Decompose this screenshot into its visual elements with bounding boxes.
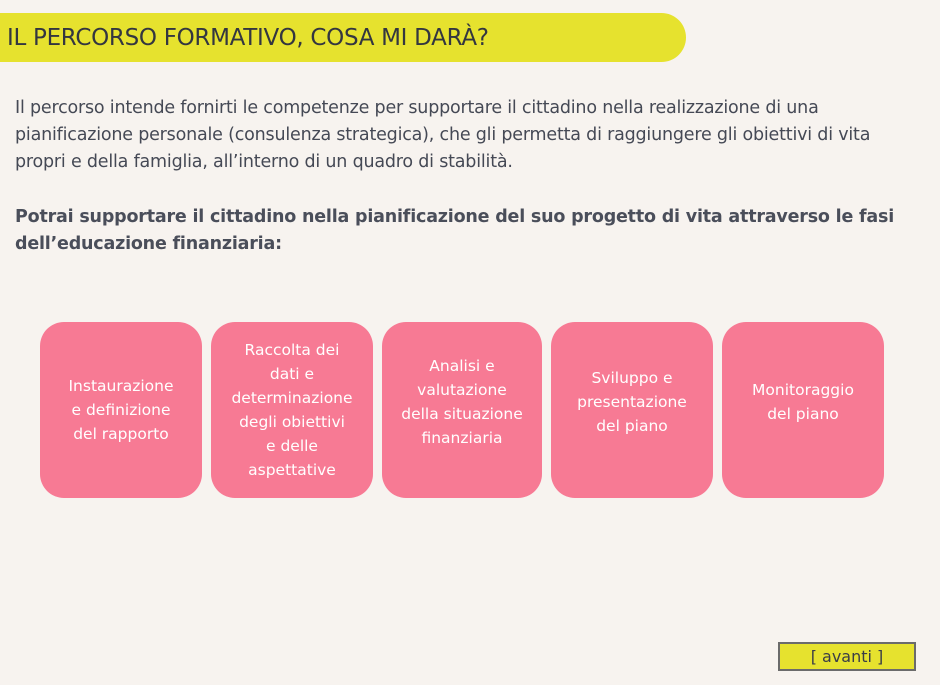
phase-card-5 (722, 322, 884, 498)
page-title: IL PERCORSO FORMATIVO, COSA MI DARÀ? (7, 24, 489, 51)
phase-card-3 (382, 322, 542, 498)
phase-card-2 (211, 322, 373, 498)
phase-card-4 (551, 322, 713, 498)
phase-label: Raccolta dei dati e determinazione degli obiettivi e delle aspettative (231, 341, 353, 479)
phase-card-1 (40, 322, 202, 498)
phases-list (40, 322, 884, 498)
intro-paragraph: Il percorso intende fornirti le competenze per supportare il cittadino nella realizzazione di una pianificazione personale (consulenza strategica), che gli permetta di raggiungere gli obiettivi di vita propri e della famiglia, all’interno di un quadro di stabilità. (15, 98, 871, 172)
next-button[interactable]: [ avanti ] (778, 642, 916, 671)
lead-paragraph: Potrai supportare il cittadino nella pianificazione del suo progetto di vita attraverso le fasi dell’educazione finanziaria: (15, 207, 895, 254)
phase-label: Analisi e valutazione della situazione finanziaria (401, 357, 523, 447)
title-banner (0, 13, 686, 62)
phase-label: Instaurazione e definizione del rapporto (68, 377, 174, 443)
phase-label: Sviluppo e presentazione del piano (577, 369, 687, 435)
phase-label: Monitoraggio del piano (752, 381, 854, 423)
